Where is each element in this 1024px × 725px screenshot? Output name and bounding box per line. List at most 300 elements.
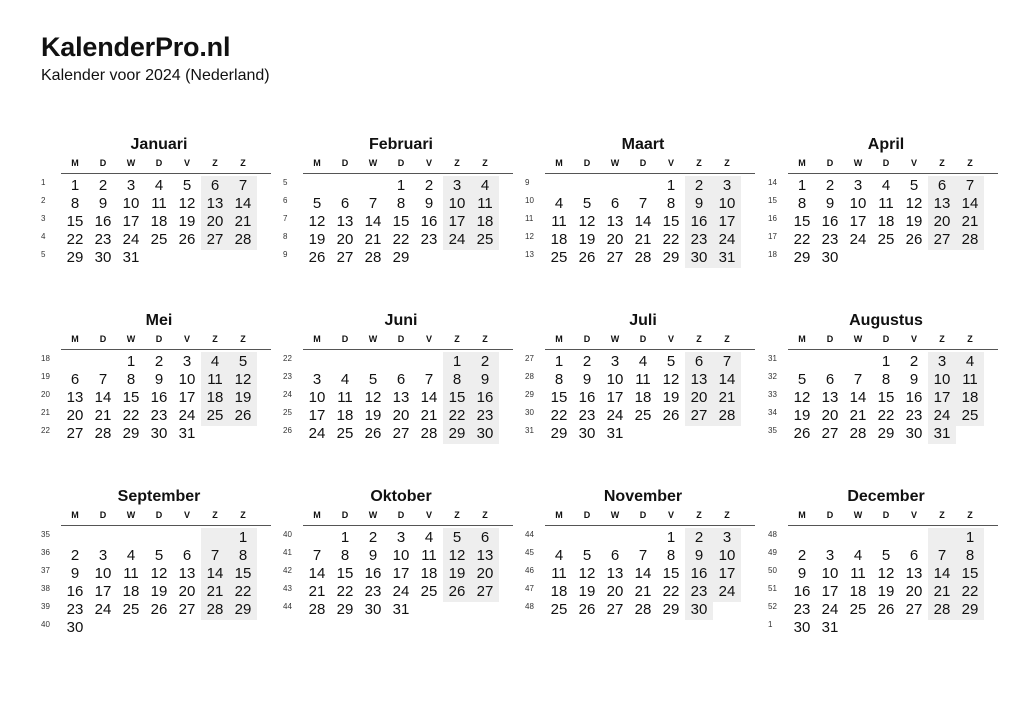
week-row [37, 546, 273, 566]
weekday-label: Z [240, 510, 246, 520]
day: 6 [610, 195, 620, 212]
week-number: 3 [41, 214, 46, 223]
weekend-day: 29 [443, 424, 471, 444]
week-number: 30 [525, 408, 534, 417]
day: 29 [336, 601, 354, 618]
weekday-label: V [183, 510, 190, 520]
weekend-day: 21 [956, 212, 984, 232]
day: 15 [66, 213, 84, 230]
day: 2 [797, 547, 807, 564]
week-number: 18 [768, 250, 777, 259]
day: 2 [909, 353, 919, 370]
weekend-day: 9 [685, 546, 713, 566]
week-row [279, 230, 515, 250]
week-row [764, 388, 1000, 408]
weekday-label: D [397, 510, 405, 520]
weekday-label: D [583, 158, 591, 168]
week-number: 6 [283, 196, 288, 205]
weekday-label: D [826, 334, 834, 344]
weekend-day: 13 [928, 194, 956, 214]
day: 15 [122, 389, 140, 406]
day: 10 [849, 195, 867, 212]
day: 21 [364, 231, 382, 248]
week-number: 31 [525, 426, 534, 435]
week-row [37, 388, 273, 408]
weekday-label: D [397, 334, 405, 344]
weekend-day: 2 [685, 176, 713, 196]
day: 2 [825, 177, 835, 194]
weekend-day: 17 [713, 212, 741, 232]
weekend-day: 15 [443, 388, 471, 408]
weekday-label: D [341, 158, 349, 168]
weekend-day: 26 [443, 582, 471, 602]
weekend-day: 17 [713, 564, 741, 584]
day: 24 [392, 583, 410, 600]
weekday-label: V [910, 510, 917, 520]
day: 3 [853, 177, 863, 194]
week-number: 9 [283, 250, 288, 259]
day: 4 [853, 547, 863, 564]
day: 16 [420, 213, 438, 230]
week-number: 27 [525, 354, 534, 363]
week-number: 31 [768, 354, 777, 363]
weekday-label: D [583, 334, 591, 344]
month-title: September [117, 488, 201, 505]
weekday-header [788, 158, 998, 174]
day: 16 [94, 213, 112, 230]
week-row [279, 600, 515, 620]
day: 28 [364, 249, 382, 266]
day: 27 [905, 601, 923, 618]
day: 4 [638, 353, 648, 370]
weekday-label: Z [482, 510, 488, 520]
day: 12 [905, 195, 923, 212]
day: 20 [606, 231, 624, 248]
day: 21 [308, 583, 326, 600]
week-row [37, 424, 273, 444]
day: 2 [424, 177, 434, 194]
week-row [521, 600, 757, 620]
weekday-label: M [798, 158, 806, 168]
weekend-day: 27 [928, 230, 956, 250]
week-row [521, 564, 757, 584]
day: 22 [793, 231, 811, 248]
weekday-label: V [425, 510, 432, 520]
weekday-label: Z [967, 334, 973, 344]
weekend-day: 10 [713, 546, 741, 566]
weekend-day: 19 [443, 564, 471, 584]
day: 27 [336, 249, 354, 266]
day: 19 [905, 213, 923, 230]
weekday-label: M [555, 510, 563, 520]
week-number: 14 [768, 178, 777, 187]
weekend-day: 31 [928, 424, 956, 444]
month-title: Juni [384, 312, 418, 329]
weekday-label: D [155, 510, 163, 520]
weekday-label: D [639, 158, 647, 168]
weekday-label: V [183, 158, 190, 168]
weekday-header [303, 510, 513, 526]
week-number: 21 [41, 408, 50, 417]
day: 2 [98, 177, 108, 194]
day: 19 [308, 231, 326, 248]
weekday-label: Z [696, 510, 702, 520]
weekend-day: 8 [956, 546, 984, 566]
weekend-day: 7 [956, 176, 984, 196]
weekday-label: D [155, 334, 163, 344]
weekend-day: 29 [229, 600, 257, 620]
day: 8 [666, 547, 676, 564]
day: 9 [797, 565, 807, 582]
day: 30 [793, 619, 811, 636]
weekday-label: D [155, 158, 163, 168]
day: 24 [849, 231, 867, 248]
weekend-day: 16 [685, 564, 713, 584]
day: 17 [122, 213, 140, 230]
weekend-day: 24 [713, 230, 741, 250]
day: 24 [308, 425, 326, 442]
week-number: 29 [525, 390, 534, 399]
day: 25 [336, 425, 354, 442]
day: 4 [554, 547, 564, 564]
month-title: Februari [368, 136, 433, 153]
week-row [521, 194, 757, 214]
month-title: Augustus [849, 312, 923, 329]
week-number: 22 [283, 354, 292, 363]
day: 31 [606, 425, 624, 442]
day: 12 [793, 389, 811, 406]
weekend-day: 23 [685, 582, 713, 602]
week-number: 42 [283, 566, 292, 575]
weekend-day: 11 [471, 194, 499, 214]
week-row [764, 582, 1000, 602]
day: 8 [340, 547, 350, 564]
day: 18 [336, 407, 354, 424]
day: 4 [154, 177, 164, 194]
weekend-day: 24 [443, 230, 471, 250]
weekend-day: 8 [229, 546, 257, 566]
day: 2 [154, 353, 164, 370]
day: 13 [178, 565, 196, 582]
week-number: 18 [41, 354, 50, 363]
day: 25 [150, 231, 168, 248]
week-number: 11 [525, 214, 534, 223]
week-row [279, 248, 515, 268]
day: 29 [793, 249, 811, 266]
weekend-day: 21 [201, 582, 229, 602]
weekend-day: 3 [713, 528, 741, 548]
day: 1 [554, 353, 564, 370]
week-row [521, 388, 757, 408]
weekend-day: 16 [685, 212, 713, 232]
weekday-label: W [368, 158, 378, 168]
day: 7 [638, 547, 648, 564]
day: 25 [122, 601, 140, 618]
day: 26 [578, 249, 596, 266]
day: 23 [793, 601, 811, 618]
weekend-day: 6 [471, 528, 499, 548]
weekend-day: 28 [928, 600, 956, 620]
weekday-label: W [368, 510, 378, 520]
week-number: 35 [768, 426, 777, 435]
week-number: 39 [41, 602, 50, 611]
week-row [279, 352, 515, 372]
day: 15 [662, 213, 680, 230]
day: 17 [821, 583, 839, 600]
day: 29 [662, 601, 680, 618]
week-row [764, 618, 1000, 638]
weekday-label: D [882, 334, 890, 344]
day: 3 [312, 371, 322, 388]
weekday-label: Z [482, 334, 488, 344]
month-title: April [867, 136, 905, 153]
weekday-label: Z [724, 334, 730, 344]
weekend-day: 30 [471, 424, 499, 444]
weekday-label: M [313, 158, 321, 168]
week-row [37, 248, 273, 268]
weekday-label: Z [939, 510, 945, 520]
weekend-day: 27 [685, 406, 713, 426]
weekday-label: V [667, 158, 674, 168]
weekend-day: 28 [201, 600, 229, 620]
week-row [279, 564, 515, 584]
day: 12 [662, 371, 680, 388]
weekday-header [303, 334, 513, 350]
day: 28 [634, 249, 652, 266]
month-title: December [847, 488, 925, 505]
weekday-label: M [555, 334, 563, 344]
week-number: 1 [768, 620, 773, 629]
day: 8 [797, 195, 807, 212]
weekday-label: Z [696, 334, 702, 344]
day: 8 [396, 195, 406, 212]
weekend-day: 7 [928, 546, 956, 566]
weekend-day: 7 [229, 176, 257, 196]
week-number: 10 [525, 196, 534, 205]
week-row [764, 194, 1000, 214]
day: 18 [550, 231, 568, 248]
day: 27 [606, 601, 624, 618]
week-row [521, 352, 757, 372]
weekday-label: V [667, 334, 674, 344]
day: 18 [150, 213, 168, 230]
day: 10 [308, 389, 326, 406]
day: 10 [821, 565, 839, 582]
day: 21 [849, 407, 867, 424]
week-number: 20 [41, 390, 50, 399]
week-row [279, 528, 515, 548]
weekend-day: 4 [201, 352, 229, 372]
day: 6 [610, 547, 620, 564]
weekend-day: 20 [928, 212, 956, 232]
weekday-label: Z [724, 510, 730, 520]
day: 28 [634, 601, 652, 618]
day: 16 [578, 389, 596, 406]
week-row [279, 546, 515, 566]
day: 11 [123, 565, 139, 582]
day: 12 [877, 565, 895, 582]
day: 25 [420, 583, 438, 600]
week-number: 51 [768, 584, 777, 593]
weekday-label: Z [482, 158, 488, 168]
day: 31 [178, 425, 196, 442]
day: 25 [849, 601, 867, 618]
week-number: 22 [41, 426, 50, 435]
day: 7 [368, 195, 378, 212]
day: 20 [821, 407, 839, 424]
day: 28 [94, 425, 112, 442]
day: 12 [578, 213, 596, 230]
weekend-day: 15 [229, 564, 257, 584]
day: 15 [662, 565, 680, 582]
weekend-day: 13 [685, 370, 713, 390]
day: 15 [877, 389, 895, 406]
week-number: 13 [525, 250, 534, 259]
month-title: Oktober [370, 488, 432, 505]
week-number: 15 [768, 196, 777, 205]
weekend-day: 21 [713, 388, 741, 408]
day: 18 [849, 583, 867, 600]
weekend-day: 13 [201, 194, 229, 214]
day: 1 [881, 353, 891, 370]
week-row [764, 546, 1000, 566]
weekend-day: 19 [229, 388, 257, 408]
weekday-label: W [853, 334, 863, 344]
day: 4 [881, 177, 891, 194]
day: 29 [877, 425, 895, 442]
week-row [764, 424, 1000, 444]
day: 6 [70, 371, 80, 388]
weekend-day: 20 [471, 564, 499, 584]
weekday-label: D [882, 510, 890, 520]
weekday-label: W [126, 158, 136, 168]
day: 9 [98, 195, 108, 212]
weekend-day: 15 [956, 564, 984, 584]
week-number: 8 [283, 232, 288, 241]
weekend-day: 24 [713, 582, 741, 602]
weekday-header [788, 334, 998, 350]
day: 8 [554, 371, 564, 388]
day: 20 [905, 583, 923, 600]
week-row [764, 528, 1000, 548]
day: 9 [825, 195, 835, 212]
weekend-day: 14 [229, 194, 257, 214]
weekday-label: V [910, 158, 917, 168]
weekend-day: 5 [229, 352, 257, 372]
day: 13 [905, 565, 923, 582]
week-row [764, 230, 1000, 250]
day: 20 [336, 231, 354, 248]
week-number: 26 [283, 426, 292, 435]
day: 18 [634, 389, 652, 406]
day: 31 [821, 619, 839, 636]
day: 14 [364, 213, 382, 230]
day: 21 [634, 231, 652, 248]
week-number: 37 [41, 566, 50, 575]
week-number: 25 [283, 408, 292, 417]
weekday-label: M [555, 158, 563, 168]
week-number: 4 [41, 232, 46, 241]
day: 5 [368, 371, 378, 388]
day: 7 [312, 547, 322, 564]
weekend-day: 20 [685, 388, 713, 408]
day: 29 [550, 425, 568, 442]
day: 25 [550, 249, 568, 266]
day: 12 [364, 389, 382, 406]
day: 27 [392, 425, 410, 442]
week-row [279, 370, 515, 390]
day: 16 [66, 583, 84, 600]
day: 5 [666, 353, 676, 370]
week-number: 49 [768, 548, 777, 557]
weekday-label: Z [240, 158, 246, 168]
day: 6 [396, 371, 406, 388]
day: 18 [420, 565, 438, 582]
weekend-day: 18 [956, 388, 984, 408]
day: 16 [793, 583, 811, 600]
weekend-day: 6 [685, 352, 713, 372]
day: 11 [878, 195, 894, 212]
day: 5 [154, 547, 164, 564]
day: 8 [70, 195, 80, 212]
weekend-day: 2 [685, 528, 713, 548]
week-row [521, 528, 757, 548]
day: 13 [392, 389, 410, 406]
day: 22 [877, 407, 895, 424]
day: 11 [551, 213, 567, 230]
site-logo-text: KalenderPro.nl [41, 32, 231, 62]
day: 24 [94, 601, 112, 618]
day: 16 [905, 389, 923, 406]
weekend-day: 27 [201, 230, 229, 250]
day: 13 [606, 565, 624, 582]
weekday-label: Z [724, 158, 730, 168]
weekday-label: D [397, 158, 405, 168]
week-number: 36 [41, 548, 50, 557]
day: 9 [70, 565, 80, 582]
week-number: 52 [768, 602, 777, 611]
weekend-day: 17 [928, 388, 956, 408]
weekday-label: W [368, 334, 378, 344]
weekend-day: 23 [685, 230, 713, 250]
day: 15 [550, 389, 568, 406]
day: 30 [578, 425, 596, 442]
weekend-day: 30 [685, 600, 713, 620]
week-number: 38 [41, 584, 50, 593]
week-row [279, 212, 515, 232]
weekend-day: 14 [956, 194, 984, 214]
week-row [37, 212, 273, 232]
day: 14 [420, 389, 438, 406]
week-row [521, 424, 757, 444]
day: 20 [392, 407, 410, 424]
day: 20 [606, 583, 624, 600]
day: 30 [821, 249, 839, 266]
week-row [37, 618, 273, 638]
day: 23 [150, 407, 168, 424]
day: 11 [635, 371, 651, 388]
weekday-label: Z [212, 158, 218, 168]
day: 8 [881, 371, 891, 388]
weekday-label: D [341, 334, 349, 344]
day: 16 [150, 389, 168, 406]
weekday-label: W [610, 510, 620, 520]
day: 1 [70, 177, 80, 194]
week-row [37, 194, 273, 214]
week-row [521, 212, 757, 232]
week-row [521, 582, 757, 602]
week-row [37, 406, 273, 426]
